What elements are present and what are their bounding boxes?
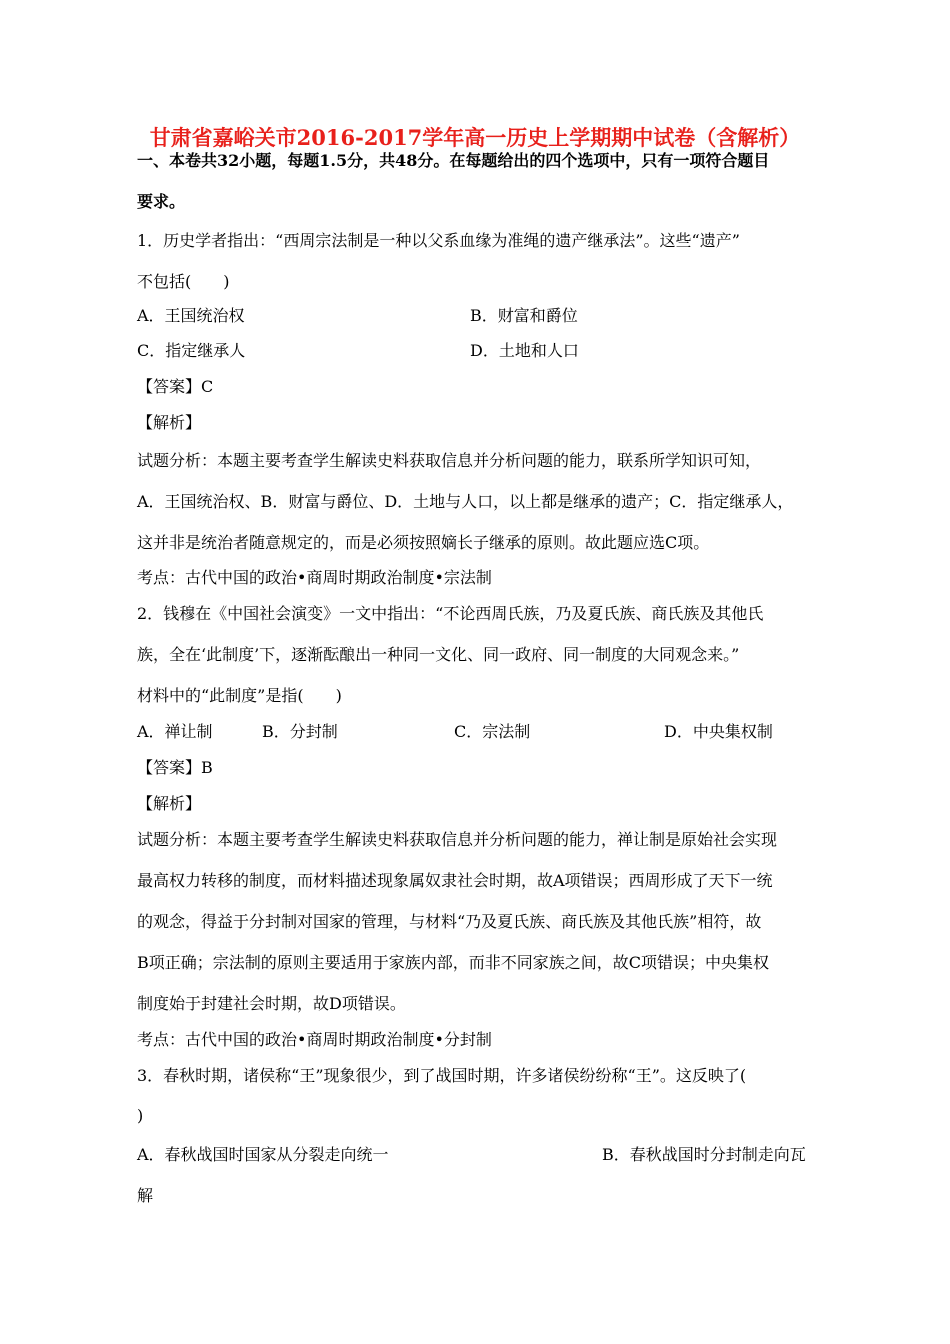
q3-option-a: A．春秋战国时国家从分裂走向统一 bbox=[137, 1145, 389, 1164]
q2-analysis-line5: 制度始于封建社会时期，故D项错误。 bbox=[137, 994, 406, 1013]
q3-option-b-continuation: 解 bbox=[137, 1186, 154, 1205]
q1-analysis-line2: A．王国统治权、B．财富与爵位、D．土地与人口，以上都是继承的遗产；C．指定继承人， bbox=[137, 492, 794, 511]
document-title: 甘肃省嘉峪关市2016-2017学年高一历史上学期期中试卷（含解析） bbox=[149, 125, 801, 150]
q2-stem-line2: 族，全在‘此制度’下，逐渐酝酿出一种同一文化、同一政府、同一制度的大同观念来。” bbox=[137, 645, 740, 664]
q2-analysis-line3: 的观念，得益于分封制对国家的管理，与材料“乃及夏氏族、商氏族及其他氏族”相符，故 bbox=[137, 912, 762, 931]
q1-analysis-line3: 这并非是统治者随意规定的，而是必须按照嫡长子继承的原则。故此题应选C项。 bbox=[137, 533, 710, 552]
q3-option-b: B．春秋战国时分封制走向瓦 bbox=[602, 1145, 806, 1164]
q2-option-c: C．宗法制 bbox=[454, 722, 531, 741]
q2-analysis-label: 【解析】 bbox=[137, 794, 202, 813]
q2-analysis-line4: B项正确；宗法制的原则主要适用于家族内部，而非不同家族之间，故C项错误；中央集权 bbox=[137, 953, 770, 972]
q1-stem-line1: 1．历史学者指出：“西周宗法制是一种以父系血缘为准绳的遗产继承法”。这些“遗产” bbox=[137, 231, 740, 250]
q1-option-a: A．王国统治权 bbox=[137, 306, 245, 325]
q1-option-b: B．财富和爵位 bbox=[470, 306, 578, 325]
q1-analysis-line1: 试题分析：本题主要考查学生解读史料获取信息并分析问题的能力，联系所学知识可知， bbox=[137, 451, 762, 470]
q2-option-b: B．分封制 bbox=[262, 722, 338, 741]
q2-option-d: D．中央集权制 bbox=[664, 722, 773, 741]
q1-answer: 【答案】C bbox=[137, 377, 214, 396]
q2-analysis-line1: 试题分析：本题主要考查学生解读史料获取信息并分析问题的能力，禅让制是原始社会实现 bbox=[137, 830, 778, 849]
section-header-line2: 要求。 bbox=[137, 192, 186, 211]
q2-stem-line3: 材料中的“此制度”是指( ) bbox=[137, 686, 342, 705]
q2-analysis-line2: 最高权力转移的制度，而材料描述现象属奴隶社会时期，故A项错误；西周形成了天下一统 bbox=[137, 871, 773, 890]
q1-option-c: C．指定继承人 bbox=[137, 341, 246, 360]
section-header-line1: 一、本卷共32小题，每题1.5分，共48分。在每题给出的四个选项中，只有一项符合题目 bbox=[137, 151, 770, 170]
q2-option-a: A．禅让制 bbox=[137, 722, 213, 741]
q1-option-d: D．土地和人口 bbox=[470, 341, 579, 360]
q2-point: 考点：古代中国的政治•商周时期政治制度•分封制 bbox=[137, 1030, 492, 1049]
q2-answer: 【答案】B bbox=[137, 758, 213, 777]
q3-stem-line2: ) bbox=[137, 1106, 144, 1125]
q2-stem-line1: 2．钱穆在《中国社会演变》一文中指出：“不论西周氏族，乃及夏氏族、商氏族及其他氏 bbox=[137, 604, 764, 623]
q1-analysis-label: 【解析】 bbox=[137, 413, 202, 432]
q3-stem-line1: 3．春秋时期，诸侯称“王”现象很少，到了战国时期，许多诸侯纷纷称“王”。这反映了( bbox=[137, 1066, 747, 1085]
q1-stem-line2: 不包括( ) bbox=[137, 272, 230, 291]
q1-point: 考点：古代中国的政治•商周时期政治制度•宗法制 bbox=[137, 568, 492, 587]
